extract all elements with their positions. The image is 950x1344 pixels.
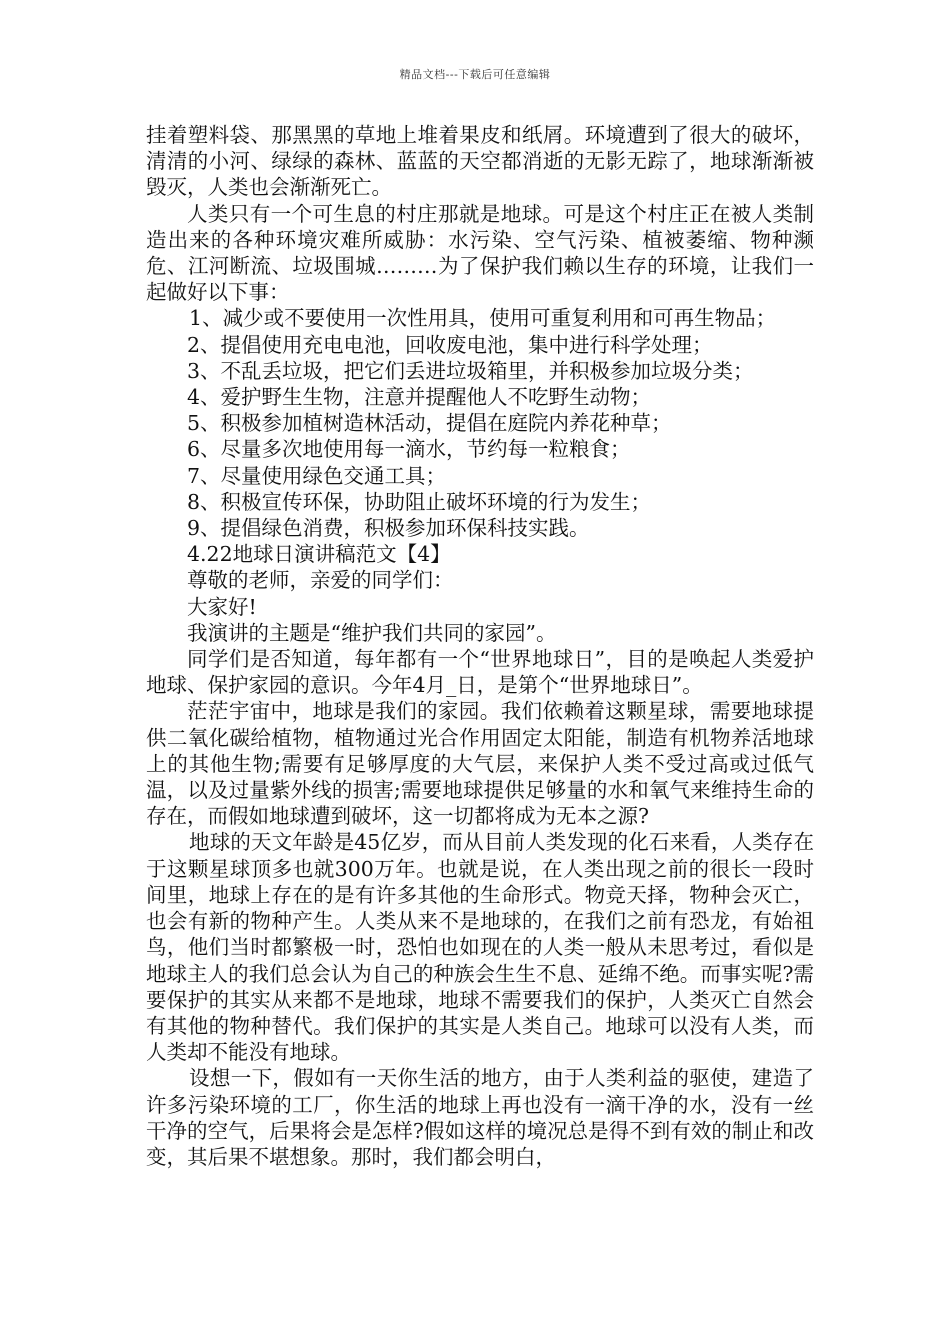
list-item-4: 4、爱护野生生物，注意并提醒他人不吃野生动物； bbox=[187, 385, 652, 410]
speech-topic: 我演讲的主题是“维护我们共同的家园”。 bbox=[187, 620, 557, 645]
list-item-8: 8、积极宣传环保，协助阻止破坏环境的行为发生； bbox=[187, 489, 652, 514]
section-heading: 4.22地球日演讲稿范文【4】 bbox=[187, 542, 451, 567]
document-body bbox=[146, 122, 814, 1170]
paragraph-universe: 茫茫宇宙中，地球是我们的家园。我们依赖着这颗星球，需要地球提供二氧化碳给植物，植物通过光合作用固定太阳能，制造有机物养活地球上的其他生物;需要有足够厚度的大气层，来保护人类不受过高或过低气温，以及过量紫外线的损害;需要地球提供足够量的水和氧气来维持生命的存在，而假如地球遭到破坏，这一切都将成为无本之源? bbox=[146, 699, 814, 829]
page-header: 精品文档---下载后可任意编辑 bbox=[399, 68, 551, 81]
paragraph-village: 人类只有一个可生息的村庄那就是地球。可是这个村庄正在被人类制造出来的各种环境灾难所威胁：水污染、空气污染、植被萎缩、物种濒危、江河断流、垃圾围城………为了保护我们赖以生存的环境，让我们一起做好以下事： bbox=[146, 201, 814, 305]
list-item-7: 7、尽量使用绿色交通工具； bbox=[187, 463, 447, 488]
list-item-5: 5、积极参加植树造林活动，提倡在庭院内养花种草； bbox=[187, 411, 672, 436]
hello-line: 大家好! bbox=[187, 594, 257, 619]
greeting-line: 尊敬的老师，亲爱的同学们： bbox=[187, 568, 454, 593]
list-item-6: 6、尽量多次地使用每一滴水，节约每一粒粮食； bbox=[187, 437, 631, 462]
paragraph-imagine: 设想一下，假如有一天你生活的地方，由于人类利益的驱使，建造了许多污染环境的工厂，你生活的地球上再也没有一滴干净的水，没有一丝干净的空气，后果将会是怎样?假如这样的境况总是得不到有效的制止和改变，其后果不堪想象。那时，我们都会明白， bbox=[146, 1066, 814, 1169]
list-item-2: 2、提倡使用充电电池，回收废电池，集中进行科学处理； bbox=[187, 332, 713, 357]
list-item-3: 3、不乱丢垃圾，把它们丢进垃圾箱里，并积极参加垃圾分类； bbox=[187, 358, 754, 383]
paragraph-earth-day: 同学们是否知道，每年都有一个“世界地球日”，目的是唤起人类爱护地球、保护家园的意识。今年4月_日，是第个“世界地球日”。 bbox=[146, 647, 814, 698]
list-item-1: 1、减少或不要使用一次性用具，使用可重复利用和可再生物品； bbox=[189, 306, 777, 331]
paragraph-age: 地球的天文年龄是45亿岁，而从目前人类发现的化石来看，人类存在于这颗星球顶多也就300万年。也就是说，在人类出现之前的很长一段时间里，地球上存在的是有许多其他的生命形式。物竞天择，物种会灭亡，也会有新的物种产生。人类从来不是地球的，在我们之前有恐龙，有始祖鸟，他们当时都繁极一时，恐怕也如现在的人类一般从未思考过，看似是地球主人的我们总会认为自己的种族会生生不息、延绵不绝。而事实呢?需要保护的其实从来都不是地球，地球不需要我们的保护，人类灭亡自然会有其他的物种替代。我们保护的其实是人类自己。地球可以没有人类，而人类却不能没有地球。 bbox=[146, 830, 814, 1065]
paragraph-continuation: 挂着塑料袋、那黑黑的草地上堆着果皮和纸屑。环境遭到了很大的破坏，清清的小河、绿绿的森林、蓝蓝的天空都消逝的无影无踪了，地球渐渐被毁灭，人类也会渐渐死亡。 bbox=[146, 123, 814, 200]
list-item-9: 9、提倡绿色消费，积极参加环保科技实践。 bbox=[187, 516, 590, 541]
